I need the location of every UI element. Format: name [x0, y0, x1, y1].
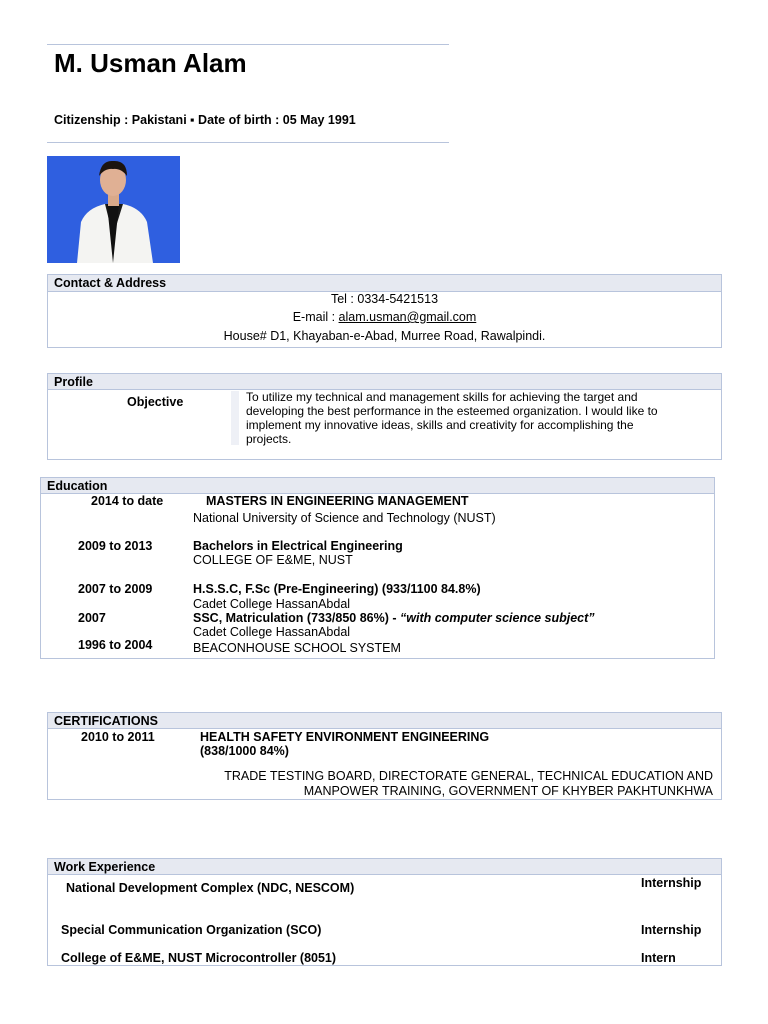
- education-heading: Education: [41, 478, 714, 494]
- contact-email-line: [48, 310, 721, 324]
- work-role-2: Internship: [641, 923, 702, 937]
- edu-degree-2: Bachelors in Electrical Engineering: [193, 539, 403, 553]
- citizenship-line: Citizenship : Pakistani ▪ Date of birth : 05 May 1991: [54, 113, 356, 127]
- contact-tel: Tel : 0334-5421513: [330, 292, 439, 306]
- profile-photo: [47, 156, 180, 263]
- profile-heading: Profile: [48, 374, 721, 390]
- email-label: E-mail :: [292, 310, 339, 324]
- email-link[interactable]: alam.usman@gmail.com: [338, 310, 477, 324]
- edu-years-2: 2009 to 2013: [78, 539, 153, 553]
- edu-degree-1: MASTERS IN ENGINEERING MANAGEMENT: [206, 494, 469, 508]
- cert-issuer-line-2: MANPOWER TRAINING, GOVERNMENT OF KHYBER PAKHTUNKHWA: [303, 784, 713, 798]
- work-role-3: Intern: [641, 951, 676, 965]
- top-divider: [47, 44, 449, 45]
- objective-line-4: projects.: [246, 432, 292, 446]
- edu-institution-5: BEACONHOUSE SCHOOL SYSTEM: [193, 641, 401, 655]
- edu-degree-4-note: “with computer science subject”: [400, 611, 595, 625]
- header-divider: [47, 142, 449, 143]
- work-org-2: Special Communication Organization (SCO): [61, 923, 322, 937]
- edu-degree-4: [193, 611, 595, 625]
- cert-title: HEALTH SAFETY ENVIRONMENT ENGINEERING: [200, 730, 490, 744]
- contact-heading: Contact & Address: [48, 275, 721, 292]
- contact-address: House# D1, Khayaban-e-Abad, Murree Road, Rawalpindi.: [223, 329, 546, 343]
- edu-institution-1: National University of Science and Technology (NUST): [193, 511, 496, 525]
- objective-line-2: developing the best performance in the esteemed organization. I would like to: [246, 404, 658, 418]
- edu-years-4: 2007: [78, 611, 106, 625]
- edu-years-3: 2007 to 2009: [78, 582, 153, 596]
- cert-issuer-line-1: TRADE TESTING BOARD, DIRECTORATE GENERAL, TECHNICAL EDUCATION AND: [224, 769, 713, 783]
- edu-years-5: 1996 to 2004: [78, 638, 153, 652]
- certifications-heading: CERTIFICATIONS: [48, 713, 721, 729]
- edu-institution-4: Cadet College HassanAbdal: [193, 625, 351, 639]
- work-org-3: College of E&ME, NUST Microcontroller (8051): [61, 951, 337, 965]
- objective-label: Objective: [127, 395, 184, 409]
- edu-institution-3: Cadet College HassanAbdal: [193, 597, 351, 611]
- edu-degree-4-text: SSC, Matriculation (733/850 86%) -: [193, 611, 401, 625]
- candidate-name: M. Usman Alam: [54, 48, 247, 78]
- edu-institution-2: COLLEGE OF E&ME, NUST: [193, 553, 353, 567]
- edu-degree-3: H.S.S.C, F.Sc (Pre-Engineering) (933/1100 84.8%): [193, 582, 481, 596]
- objective-shade: [231, 391, 239, 445]
- work-role-1: Internship: [641, 876, 702, 890]
- edu-years-1: 2014 to date: [91, 494, 164, 508]
- cert-years: 2010 to 2011: [81, 730, 155, 744]
- work-heading: Work Experience: [48, 859, 721, 875]
- work-org-1: National Development Complex (NDC, NESCOM): [66, 881, 355, 895]
- objective-line-3: implement my innovative ideas, skills and creativity for accomplishing the: [246, 418, 634, 432]
- objective-line-1: To utilize my technical and management skills for achieving the target and: [246, 390, 638, 404]
- cert-score: (838/1000 84%): [200, 744, 289, 758]
